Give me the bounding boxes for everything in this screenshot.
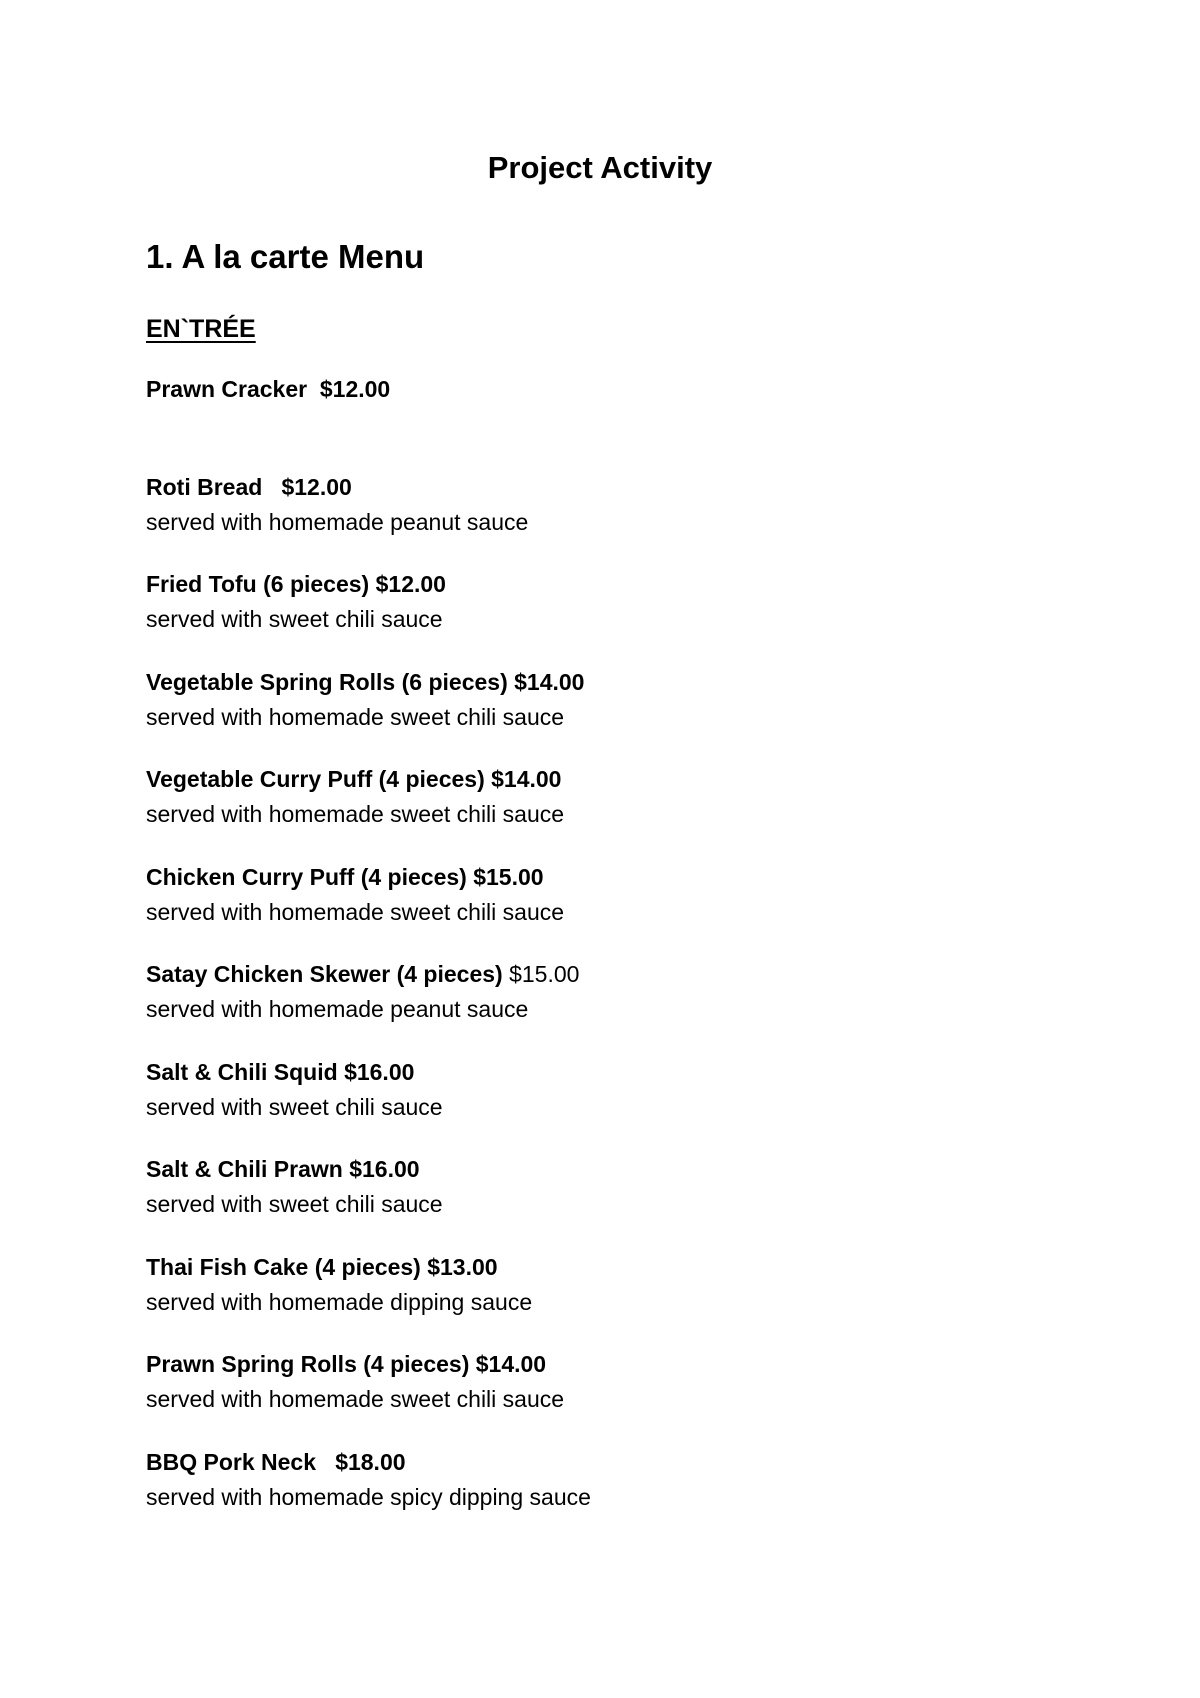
menu-item-line: [146, 665, 591, 700]
menu-item-line: [146, 372, 591, 407]
menu-item-list: [146, 372, 591, 1542]
menu-item: [146, 1347, 591, 1445]
menu-item-description: served with homemade sweet chili sauce: [146, 1386, 565, 1412]
document-title: Project Activity: [487, 150, 713, 185]
section-heading: 1. A la carte Menu: [146, 238, 425, 275]
menu-item-name: BBQ Pork Neck: [146, 1448, 317, 1475]
menu-item-description: served with homemade dipping sauce: [146, 1288, 533, 1315]
menu-item-line: [146, 470, 591, 505]
menu-item-price: $18.00: [335, 1448, 406, 1475]
menu-item-line: [146, 567, 591, 602]
menu-item-name: Roti Bread: [146, 473, 263, 500]
menu-item-name: Prawn Spring Rolls (4 pieces): [146, 1351, 470, 1377]
menu-item-price: $14.00: [475, 1351, 547, 1377]
menu-item-description: served with homemade sweet chili sauce: [146, 801, 565, 827]
menu-item: [146, 762, 591, 860]
menu-item-price: $13.00: [427, 1253, 498, 1280]
menu-item-line: [146, 762, 591, 797]
menu-item-description: served with homemade spicy dipping sauce: [146, 1483, 591, 1510]
menu-item-name: Prawn Cracker: [146, 376, 308, 402]
menu-item: [146, 1445, 591, 1543]
menu-item-price: $12.00: [281, 473, 352, 500]
menu-item-name: Satay Chicken Skewer (4 pieces): [146, 961, 503, 987]
menu-item-description: served with sweet chili sauce: [146, 1093, 443, 1120]
menu-item-description: served with homemade peanut sauce: [146, 508, 529, 535]
menu-item: [146, 665, 591, 763]
menu-item-separator: [307, 376, 320, 402]
menu-item-description: served with homemade sweet chili sauce: [146, 898, 565, 925]
menu-item: [146, 1250, 591, 1348]
menu-item-description: served with sweet chili sauce: [146, 1191, 443, 1217]
menu-item-name: Chicken Curry Puff (4 pieces): [146, 863, 467, 890]
menu-item-line: [146, 1347, 591, 1382]
menu-item: [146, 567, 591, 665]
menu-item: [146, 470, 591, 568]
category-heading-entree: EN`TRÉE: [146, 315, 256, 343]
menu-item-description: served with homemade sweet chili sauce: [146, 703, 565, 730]
menu-item-price: $12.00: [375, 571, 446, 597]
menu-item: [146, 372, 591, 470]
menu-item: [146, 1152, 591, 1250]
menu-item-price: $12.00: [319, 376, 391, 402]
menu-item: [146, 1055, 591, 1153]
menu-item-line: [146, 1445, 591, 1480]
menu-item-price: $15.00: [473, 863, 544, 890]
menu-item-line: [146, 1250, 591, 1285]
menu-item-price: $14.00: [491, 766, 562, 792]
menu-item-price: $16.00: [349, 1156, 420, 1182]
menu-item-description: served with sweet chili sauce: [146, 606, 443, 632]
menu-item-name: Vegetable Curry Puff (4 pieces): [146, 766, 485, 792]
menu-item-price: $16.00: [344, 1058, 415, 1085]
menu-item-line: [146, 1152, 591, 1187]
menu-item-name: Salt & Chili Squid: [146, 1058, 338, 1085]
menu-item-description: served with homemade peanut sauce: [146, 996, 529, 1022]
menu-item-separator: [316, 1449, 335, 1475]
menu-item-line: [146, 957, 591, 992]
menu-item: [146, 957, 591, 1055]
menu-item-name: Thai Fish Cake (4 pieces): [146, 1253, 421, 1280]
menu-item-name: Salt & Chili Prawn: [146, 1156, 343, 1182]
menu-item-separator: [262, 474, 281, 500]
menu-item: [146, 860, 591, 958]
menu-item-name: Fried Tofu (6 pieces): [146, 571, 370, 597]
menu-item-line: [146, 860, 591, 895]
menu-item-line: [146, 1055, 591, 1090]
menu-item-name: Vegetable Spring Rolls (6 pieces): [146, 668, 508, 695]
menu-item-price: $14.00: [514, 668, 585, 695]
menu-item-price: $15.00: [509, 961, 580, 987]
